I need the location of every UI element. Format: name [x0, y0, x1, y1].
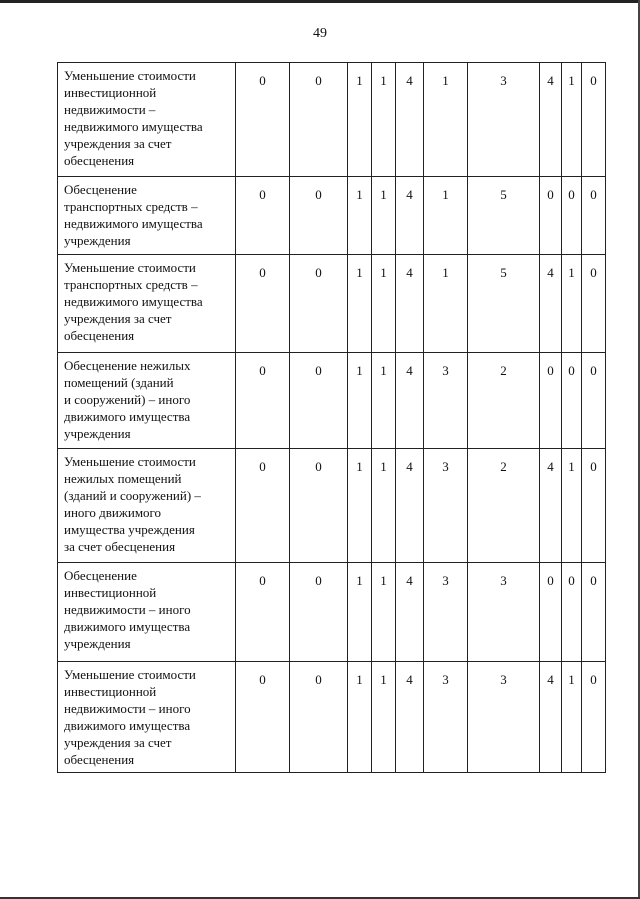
description-line: иного движимого — [64, 505, 162, 520]
table-row — [58, 662, 606, 773]
row-description — [58, 563, 236, 662]
row-description — [58, 449, 236, 563]
code-digit-cell: 3 — [424, 449, 468, 563]
code-digit-cell: 1 — [424, 177, 468, 255]
code-digit-cell: 4 — [396, 563, 424, 662]
row-description — [58, 177, 236, 255]
table-row — [58, 449, 606, 563]
code-digit-cell: 1 — [372, 255, 396, 353]
code-digit-cell: 3 — [424, 353, 468, 449]
code-digit-cell: 0 — [540, 177, 562, 255]
code-digit-cell: 0 — [236, 177, 290, 255]
code-digit-cell: 3 — [424, 662, 468, 773]
code-digit-cell: 0 — [562, 353, 582, 449]
description-line: движимого имущества — [64, 409, 191, 424]
code-digit-cell: 3 — [468, 662, 540, 773]
description-line: инвестиционной — [64, 684, 157, 699]
code-digit-cell: 0 — [236, 449, 290, 563]
description-line: транспортных средств – — [64, 199, 198, 214]
description-line: недвижимого имущества — [64, 216, 203, 231]
code-digit-cell: 3 — [424, 563, 468, 662]
code-digit-cell: 4 — [540, 255, 562, 353]
description-line: учреждения — [64, 636, 131, 651]
description-line: недвижимого имущества — [64, 119, 203, 134]
code-digit-cell: 1 — [372, 449, 396, 563]
code-digit-cell: 4 — [396, 177, 424, 255]
row-description — [58, 63, 236, 177]
description-line: обесценения — [64, 153, 135, 168]
description-line: и сооружений) – иного — [64, 392, 191, 407]
description-line: недвижимости – иного — [64, 701, 191, 716]
page-number: 49 — [313, 26, 327, 41]
code-digit-cell: 0 — [290, 177, 348, 255]
code-digit-cell: 4 — [396, 255, 424, 353]
description-line: Обесценение нежилых — [64, 358, 191, 373]
code-digit-cell: 2 — [468, 353, 540, 449]
description-line: учреждения за счет — [64, 735, 172, 750]
code-digit-cell: 1 — [348, 662, 372, 773]
table-body — [58, 63, 606, 773]
description-line: за счет обесценения — [64, 539, 176, 554]
description-line: недвижимого имущества — [64, 294, 203, 309]
code-digit-cell: 0 — [236, 662, 290, 773]
row-description — [58, 255, 236, 353]
code-digit-cell: 3 — [468, 563, 540, 662]
table-row — [58, 563, 606, 662]
code-digit-cell: 4 — [396, 353, 424, 449]
description-line: Уменьшение стоимости — [64, 68, 196, 83]
code-digit-cell: 1 — [562, 255, 582, 353]
code-digit-cell: 1 — [348, 449, 372, 563]
code-digit-cell: 0 — [290, 353, 348, 449]
description-line: нежилых помещений — [64, 471, 182, 486]
table-row — [58, 63, 606, 177]
code-digit-cell: 4 — [540, 449, 562, 563]
code-digit-cell: 1 — [372, 353, 396, 449]
code-digit-cell: 0 — [290, 662, 348, 773]
description-line: обесценения — [64, 752, 135, 767]
description-line: инвестиционной — [64, 85, 157, 100]
description-line: Обесценение — [64, 568, 137, 583]
code-digit-cell: 1 — [372, 662, 396, 773]
code-digit-cell: 0 — [236, 255, 290, 353]
code-digit-cell: 1 — [372, 177, 396, 255]
description-line: обесценения — [64, 328, 135, 343]
table-row — [58, 177, 606, 255]
code-digit-cell: 1 — [348, 177, 372, 255]
code-digit-cell: 5 — [468, 255, 540, 353]
code-digit-cell: 0 — [290, 563, 348, 662]
code-digit-cell: 0 — [582, 63, 606, 177]
code-digit-cell: 0 — [582, 449, 606, 563]
code-digit-cell: 0 — [540, 353, 562, 449]
description-line: учреждения за счет — [64, 136, 172, 151]
description-line: Уменьшение стоимости — [64, 667, 196, 682]
description-line: имущества учреждения — [64, 522, 195, 537]
code-digit-cell: 4 — [540, 63, 562, 177]
table-row — [58, 353, 606, 449]
code-digit-cell: 0 — [540, 563, 562, 662]
table-row — [58, 255, 606, 353]
code-digit-cell: 0 — [582, 255, 606, 353]
description-line: учреждения за счет — [64, 311, 172, 326]
description-line: транспортных средств – — [64, 277, 198, 292]
code-digit-cell: 0 — [236, 63, 290, 177]
code-digit-cell: 1 — [562, 449, 582, 563]
code-digit-cell: 2 — [468, 449, 540, 563]
description-line: Уменьшение стоимости — [64, 454, 196, 469]
code-digit-cell: 1 — [372, 563, 396, 662]
code-digit-cell: 0 — [290, 255, 348, 353]
code-digit-cell: 1 — [372, 63, 396, 177]
code-digit-cell: 1 — [424, 255, 468, 353]
row-description — [58, 662, 236, 773]
code-digit-cell: 0 — [582, 662, 606, 773]
code-digit-cell: 1 — [562, 63, 582, 177]
description-line: движимого имущества — [64, 619, 191, 634]
code-digit-cell: 5 — [468, 177, 540, 255]
description-line: помещений (зданий — [64, 375, 174, 390]
code-digit-cell: 0 — [582, 563, 606, 662]
code-digit-cell: 1 — [348, 255, 372, 353]
code-digit-cell: 4 — [540, 662, 562, 773]
code-digit-cell: 0 — [236, 353, 290, 449]
description-line: Уменьшение стоимости — [64, 260, 196, 275]
description-line: учреждения — [64, 233, 131, 248]
code-digit-cell: 4 — [396, 63, 424, 177]
description-line: инвестиционной — [64, 585, 157, 600]
code-digit-cell: 4 — [396, 449, 424, 563]
code-digit-cell: 0 — [290, 449, 348, 563]
code-digit-cell: 0 — [290, 63, 348, 177]
account-code-table — [57, 62, 606, 773]
code-digit-cell: 0 — [236, 563, 290, 662]
code-digit-cell: 0 — [562, 563, 582, 662]
description-line: Обесценение — [64, 182, 137, 197]
code-digit-cell: 3 — [468, 63, 540, 177]
description-line: движимого имущества — [64, 718, 191, 733]
description-line: учреждения — [64, 426, 131, 441]
description-line: недвижимости – иного — [64, 602, 191, 617]
scan-edge-top — [0, 0, 640, 3]
code-digit-cell: 1 — [348, 563, 372, 662]
code-digit-cell: 1 — [348, 353, 372, 449]
code-digit-cell: 1 — [348, 63, 372, 177]
code-digit-cell: 1 — [562, 662, 582, 773]
code-digit-cell: 0 — [582, 353, 606, 449]
code-digit-cell: 4 — [396, 662, 424, 773]
code-digit-cell: 0 — [582, 177, 606, 255]
row-description — [58, 353, 236, 449]
description-line: (зданий и сооружений) – — [64, 488, 201, 503]
code-digit-cell: 0 — [562, 177, 582, 255]
description-line: недвижимости – — [64, 102, 156, 117]
code-digit-cell: 1 — [424, 63, 468, 177]
